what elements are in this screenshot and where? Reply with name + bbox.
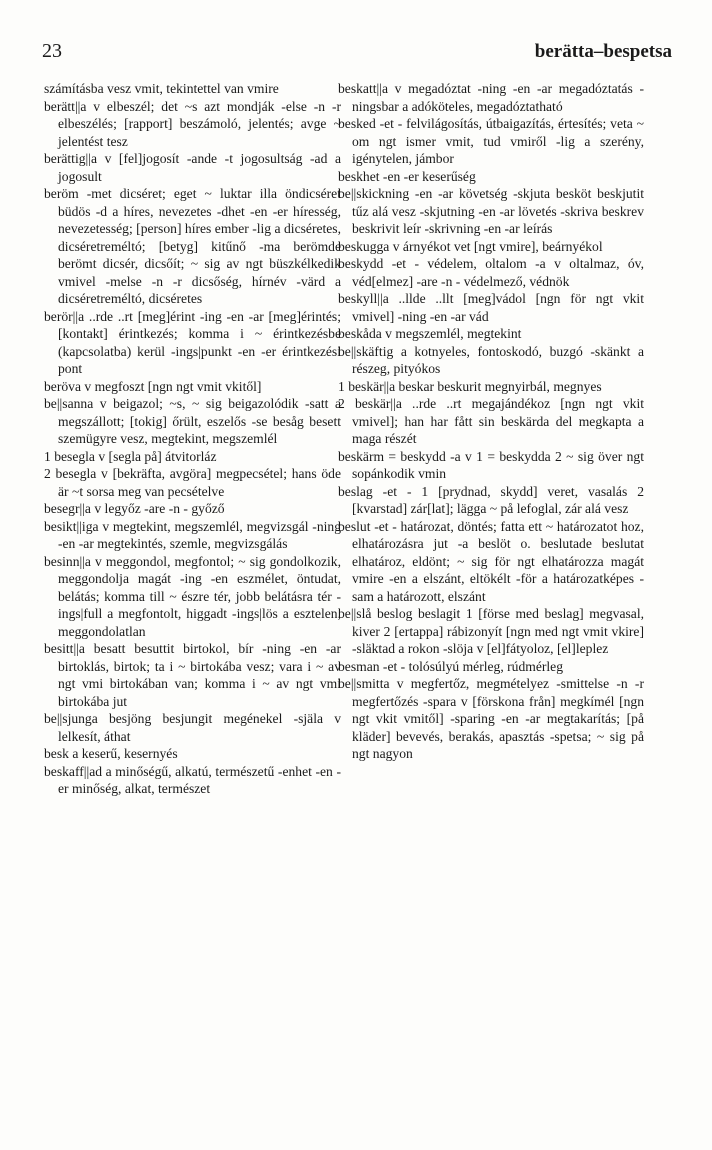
dictionary-entry: beskatt||a v megadóztat -ning -en -ar megadóztatás -ningsbar a adóköteles, megadóztatható	[338, 81, 644, 114]
dictionary-entry: be||sanna v beigazol; ~s, ~ sig beigazolódik -satt a megszállott; [tokig] őrült, eszelős -se besåg besett szemügyre vesz, megtekint, megszemlél	[44, 396, 341, 446]
dictionary-entry: beskyll||a ..llde ..llt [meg]vádol [ngn för ngt vkit vmivel] -ning -en -ar vád	[338, 291, 644, 324]
dictionary-entry: beskhet -en -er keserűség	[338, 168, 476, 184]
dictionary-entry: besitt||a besatt besuttit birtokol, bír -ning -en -ar birtoklás, birtok; ta i ~ birtokába vesz; vara i ~ av ngt vmi birtokában van; komma i ~ av ngt vmi birtokába jut	[44, 641, 341, 709]
right-column	[338, 80, 644, 763]
dictionary-entry: beslag -et - 1 [prydnad, skydd] veret, vasalás 2 [kvarstad] zár[lat]; lägga ~ på lefoglal, zár alá vesz	[338, 483, 644, 516]
page-number: 23	[42, 40, 62, 62]
dictionary-entry: be||sjunga besjöng besjungit megénekel -själa v lelkesít, áthat	[44, 711, 341, 744]
dictionary-entry: besked -et - felvilágosítás, útbaigazítás, értesítés; veta ~ om ngt ismer vmit, tud vmiről -lig a szerény, igénytelen, jámbor	[338, 116, 644, 166]
dictionary-entry: 2 beskär||a ..rde ..rt megajándékoz [ngn ngt vkit vmivel]; han har fått sin beskärda del megkapta a maga részét	[338, 396, 644, 446]
dictionary-entry: be||skickning -en -ar követség -skjuta besköt beskjutit tűz alá vesz -skjutning -en -ar lövetés -skriva beskrev beskrivit leír -skrivning -en -ar leírás	[338, 186, 644, 236]
dictionary-entry: besk a keserű, kesernyés	[44, 746, 178, 761]
dictionary-entry: beskugga v árnyékot vet [ngt vmire], beárnyékol	[338, 238, 603, 254]
dictionary-entry: számításba vesz vmit, tekintettel van vmire	[44, 81, 279, 96]
dictionary-entry: beskärm = beskydd -a v 1 = beskydda 2 ~ sig över ngt sopánkodik vmin	[338, 448, 644, 481]
dictionary-entry: berör||a ..rde ..rt [meg]érint -ing -en -ar [meg]érintés; [kontakt] érintkezés; komma i ~ érintkezésbe (kapcsolatba) kerül -ings|punkt -en -er érintkezési pont	[44, 308, 341, 376]
dictionary-entry: berätt||a v elbeszél; det ~s azt mondják -else -n -r elbeszélés; [rapport] beszámoló, jelentés; avge ~ jelentést tesz	[44, 98, 341, 149]
dictionary-entry: beskaff||ad a minőségű, alkatú, természetű -enhet -en -er minőség, alkat, természet	[44, 763, 341, 796]
dictionary-entry: besegr||a v legyőz -are -n - győző	[44, 501, 225, 516]
dictionary-entry: 1 beskär||a beskar beskurit megnyirbál, megnyes	[338, 378, 602, 394]
dictionary-entry: besikt||iga v megtekint, megszemlél, megvizsgál -ning -en -ar megtekintés, szemle, megvizsgálás	[44, 518, 341, 551]
dictionary-entry: beskydd -et - védelem, oltalom -a v oltalmaz, óv, véd[elmez] -are -n - védelmező, védnök	[338, 256, 644, 289]
dictionary-entry: beröm -met dicséret; eget ~ luktar illa öndicséret büdös -d a híres, nevezetes -dhet -en -er híresség, nevezetesség; [person] híres ember -lig a dicséretes, dicséretreméltó; [betyg] kitűnő -ma berömde berömt dicsér, dicsőít; ~ sig av ngt büszkélkedik vmivel -melse -n -r dicsőség, hírnév -värd a dicséretreméltó, dicséretes	[44, 186, 341, 306]
dictionary-entry: besman -et - tolósúlyú mérleg, rúdmérleg	[338, 658, 563, 674]
dictionary-entry: besinn||a v meggondol, megfontol; ~ sig gondolkozik, meggondolja magát -ing -en eszmélet, öntudat, belátás; komma till ~ észre tér, jobb belátásra tér -ings|full a megfontolt, higgadt -ings|lös a esztelen, meggondolatlan	[44, 553, 341, 639]
dictionary-entry: beröva v megfoszt [ngn ngt vmit vkitől]	[44, 378, 262, 394]
dictionary-entry: be||smitta v megfertőz, megmételyez -smittelse -n -r megfertőzés -spara v [förskona från] megkímél [ngn ngt vkit vmitől] -sparing -en -ar megtakarítás; [på kläder] bevevés, berakás, apasztás -spetsa; ~ sig på ngt nagyon	[338, 676, 644, 761]
dictionary-entry: beskåda v megszemlél, megtekint	[338, 326, 522, 341]
left-column	[44, 80, 341, 798]
dictionary-entry: berättig||a v [fel]jogosít -ande -t jogosultság -ad a jogosult	[44, 151, 341, 184]
dictionary-entry: 1 besegla v [segla på] átvitorláz	[44, 448, 217, 464]
dictionary-entry: 2 besegla v [bekräfta, avgöra] megpecsétel; hans öde är ~t sorsa meg van pecsételve	[44, 466, 341, 499]
dictionary-entry: be||slå beslog beslagit 1 [förse med beslag] megvasal, kiver 2 [ertappa] rábizonyít [ngn med ngt vmit vkire] -släktad a rokon -slöja v [el]fátyoloz, [el]leplez	[338, 606, 644, 656]
dictionary-entry: beslut -et - határozat, döntés; fatta ett ~ határozatot hoz, elhatározásra jut -a beslöt o. beslutade beslutat elhatároz, eldönt; ~ sig för ngt elhatározza magát vmire -en a elszánt, eltökélt -för a határozatképes -sam a határozott, elszánt	[338, 518, 644, 604]
running-head: berätta–bespetsa	[534, 41, 672, 62]
dictionary-entry: be||skäftig a kotnyeles, fontoskodó, buzgó -skänkt a részeg, pityókos	[338, 343, 644, 376]
